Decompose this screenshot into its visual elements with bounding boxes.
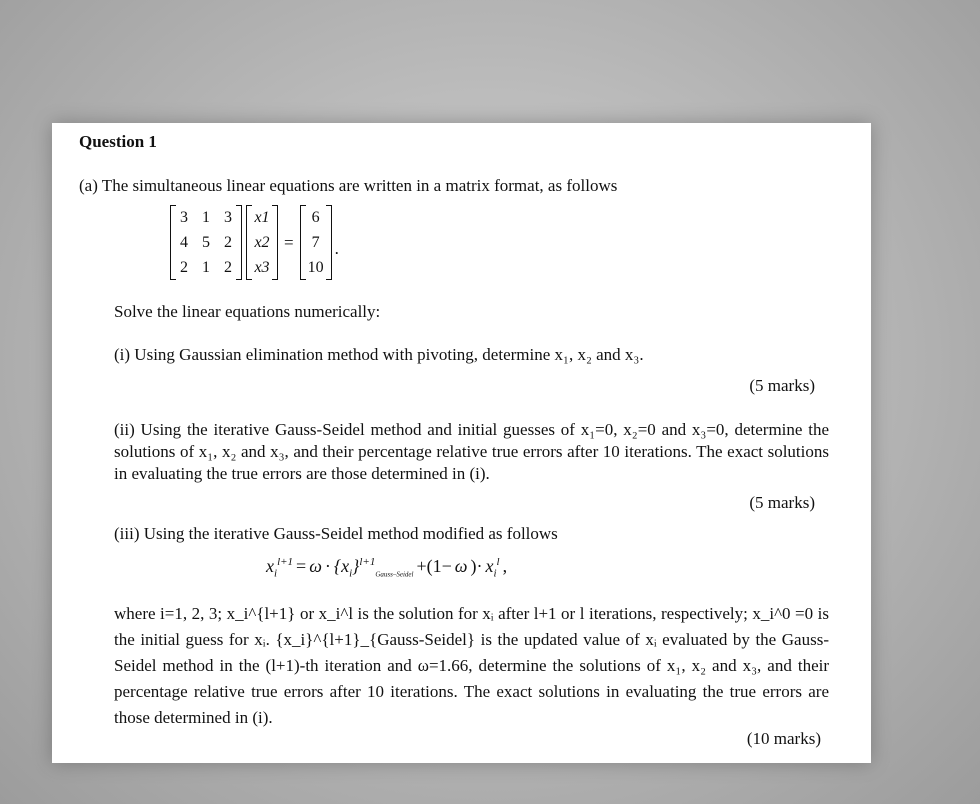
marks-i: (5 marks) <box>749 376 815 395</box>
matrix-a-cell: 2 <box>224 258 232 276</box>
matrix-a-cell: 2 <box>224 233 232 251</box>
part-a-intro: (a) The simultaneous linear equations are written in a matrix format, as follows <box>79 176 618 195</box>
matrix-a-cell: 3 <box>180 208 188 226</box>
part-iii-text <box>114 601 829 731</box>
part-ii-paragraph: (ii) Using the iterative Gauss-Seidel method and initial guesses of x₁=0, x₂=0 and x₃=0, determine the solutions of x₁, x₂ and x₃, and their percentage relative true errors after 10 iterations. The exact solutions in evaluating the true errors are those determined in (i). <box>114 420 829 483</box>
vector-b-cell: 6 <box>311 208 320 226</box>
marks-ii: (5 marks) <box>749 493 815 512</box>
equals-sign: = <box>284 232 294 252</box>
marks-iii: (10 marks) <box>746 729 821 748</box>
matrix-equation <box>170 205 345 280</box>
matrix-a-cell: 1 <box>202 208 210 226</box>
matrix-period: . <box>334 238 339 258</box>
matrix-a-cell: 3 <box>224 208 232 226</box>
vector-x-cell: x2 <box>254 233 270 251</box>
formula-subscript: Gauss–Seidel <box>375 570 414 579</box>
question-paper <box>52 123 871 763</box>
coefficient-matrix <box>170 205 242 280</box>
vector-b-cell: 10 <box>307 258 324 276</box>
matrix-a-cell: 4 <box>180 233 188 251</box>
matrix-a-cell: 1 <box>202 258 210 276</box>
vector-b-cell: 7 <box>311 233 320 251</box>
part-i-text: (i) Using Gaussian elimination method with pivoting, determine x₁, x₂ and x₃. <box>114 345 644 364</box>
rhs-vector <box>300 205 332 280</box>
solve-instruction: Solve the linear equations numerically: <box>114 302 381 321</box>
matrix-a-cell: 5 <box>202 233 210 251</box>
question-heading: Question 1 <box>79 132 157 151</box>
vector-x-cell: x3 <box>254 258 270 276</box>
matrix-a-cell: 2 <box>180 258 188 276</box>
part-ii-text <box>114 419 829 485</box>
unknown-vector <box>246 205 278 280</box>
relaxation-formula: $x_i^{l+1}$ = ω · $\{x_i\}^{l+1}_{Gauss-Seidel}$ +(1− ω )· $x_i^l$ , <box>266 556 508 580</box>
vector-x-cell: x1 <box>254 208 270 226</box>
part-iii-paragraph: where i=1, 2, 3; x_i^{l+1} or x_i^l is the solution for xᵢ after l+1 or l iterations, respectively; x_i^0 =0 is the initial guess for xᵢ. {x_i}^{l+1}_{Gauss-Seidel} is the updated value of xᵢ evaluated by the Gauss-Seidel method in the (l+1)-th iteration and ω=1.66, determine the solutions of x₁, x₂ and x₃, and their percentage relative true errors after 10 iterations. The exact solutions in evaluating the true errors are those determined in (i). <box>114 604 829 727</box>
part-iii-intro: (iii) Using the iterative Gauss-Seidel method modified as follows <box>114 524 558 543</box>
